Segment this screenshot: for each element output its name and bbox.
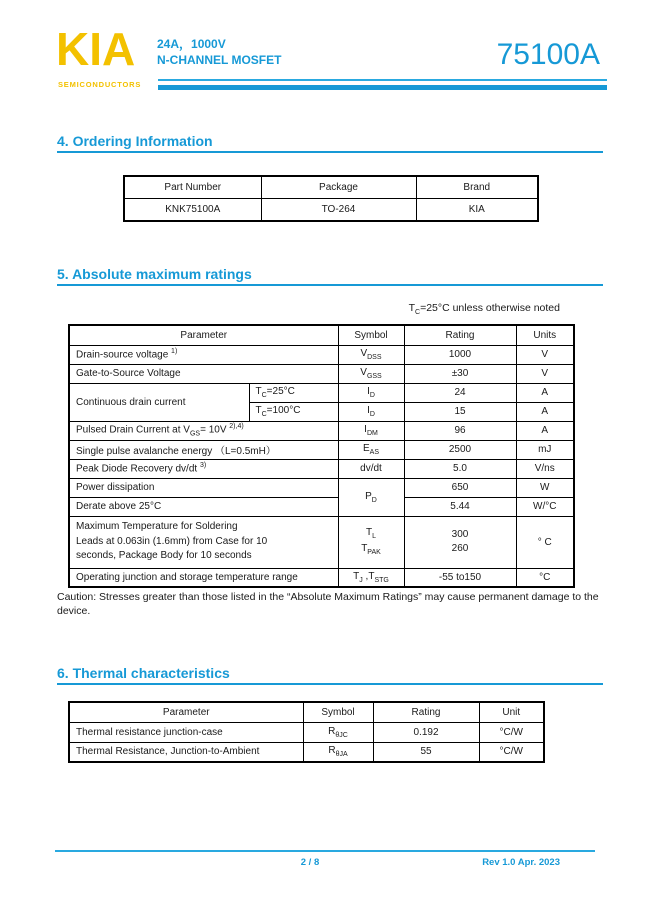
idm-parameter <box>69 421 338 440</box>
soldering-sym-tl <box>339 526 404 542</box>
pd-parameter: Power dissipation <box>69 478 338 497</box>
page-number: 2 / 8 <box>300 857 320 868</box>
ordering-col-brand: Brand <box>416 176 538 198</box>
idm-unit: A <box>516 421 574 440</box>
id-unit-25: A <box>516 383 574 402</box>
ordering-data-row <box>124 198 538 221</box>
soldering-unit: ° C <box>516 516 574 568</box>
rthja-parameter: Thermal Resistance, Junction-to-Ambient <box>69 742 303 762</box>
sym-base: T <box>368 570 375 582</box>
sym-base: R <box>328 745 336 757</box>
section-thermal-heading <box>57 665 230 681</box>
soldering-line3: seconds, Package Body for 10 seconds <box>76 550 252 562</box>
vdss-param-text: Drain-source voltage <box>76 349 172 361</box>
vdss-rating: 1000 <box>404 345 516 364</box>
sym-sub: D <box>371 496 377 504</box>
note-post: =25°C unless otherwise noted <box>420 302 560 314</box>
row-id-25 <box>69 383 574 402</box>
ordering-table <box>123 175 539 222</box>
vdss-symbol <box>338 345 404 364</box>
idm-symbol <box>338 421 404 440</box>
id-parameter: Continuous drain current <box>69 383 249 421</box>
rthjc-rating: 0.192 <box>373 722 479 742</box>
tjtstg-symbol <box>338 568 404 587</box>
abs-max-table <box>68 324 575 588</box>
sym-sub: θJC <box>335 731 348 739</box>
row-vdss <box>69 345 574 364</box>
eas-rating: 2500 <box>404 440 516 459</box>
idm-rating: 96 <box>404 421 516 440</box>
section-thermal-underline <box>57 683 603 685</box>
param-pre: Pulsed Drain Current at V <box>76 424 190 436</box>
thermal-col-parameter: Parameter <box>69 702 303 722</box>
param-post: = 10V <box>200 424 230 436</box>
section-ordering-heading <box>57 133 213 149</box>
sym-sub: PAK <box>367 549 381 556</box>
tjtstg-rating: -55 to150 <box>404 568 516 587</box>
eas-symbol <box>338 440 404 459</box>
tjtstg-unit: °C <box>516 568 574 587</box>
sym-base: V <box>360 367 367 378</box>
section-ordering-underline <box>57 151 603 153</box>
tjtstg-parameter: Operating junction and storage temperature range <box>69 568 338 587</box>
sym-sub: DSS <box>367 354 382 361</box>
sym-base: I <box>364 424 367 435</box>
dvdt-unit: V/ns <box>516 459 574 478</box>
thermal-header-row <box>69 702 544 722</box>
sym-base: I <box>367 386 370 397</box>
ordering-brand: KIA <box>416 198 538 221</box>
pd-rating: 650 <box>404 478 516 497</box>
vdss-footnote: 1) <box>171 348 178 356</box>
sym-base: I <box>367 405 370 416</box>
id-rating-100: 15 <box>404 402 516 421</box>
row-vgss <box>69 364 574 383</box>
thermal-col-rating: Rating <box>373 702 479 722</box>
absmax-col-symbol: Symbol <box>338 325 404 345</box>
rthja-symbol <box>303 742 373 762</box>
rthja-unit: °C/W <box>479 742 544 762</box>
dvdt-parameter <box>69 459 338 478</box>
vgss-parameter: Gate-to-Source Voltage <box>69 364 338 383</box>
soldering-sym-tpak <box>339 542 404 558</box>
idm-footnote: 2),4) <box>229 423 244 431</box>
sym-base: V <box>360 348 368 359</box>
row-tjtstg <box>69 568 574 587</box>
part-number-title: 75100A <box>496 38 600 71</box>
rthja-rating: 55 <box>373 742 479 762</box>
id-cond-25 <box>249 383 338 402</box>
header-rule-thin <box>158 79 607 81</box>
vgss-unit: V <box>516 364 574 383</box>
vgss-symbol <box>338 364 404 383</box>
ordering-header-row <box>124 176 538 198</box>
thermal-table <box>68 701 545 763</box>
sym-sub: J <box>359 576 363 584</box>
soldering-rating-260: 260 <box>451 543 469 554</box>
derate-rating: 5.44 <box>404 497 516 516</box>
sym-sep: , <box>362 570 369 582</box>
ordering-part-number: KNK75100A <box>124 198 261 221</box>
id-symbol-100 <box>338 402 404 421</box>
id-unit-100: A <box>516 402 574 421</box>
sym-base: R <box>328 725 336 737</box>
row-idm <box>69 421 574 440</box>
sym-base: T <box>361 543 368 554</box>
soldering-line2: Leads at 0.063in (1.6mm) from Case for 10 <box>76 535 268 547</box>
logo-subtitle: SEMICONDUCTORS <box>58 80 142 89</box>
cond-sub: C <box>261 392 267 399</box>
vdss-parameter <box>69 345 338 364</box>
pd-symbol <box>338 478 404 516</box>
id-rating-25: 24 <box>404 383 516 402</box>
sym-sub: STG <box>374 576 389 584</box>
note-sub: C <box>415 309 421 317</box>
rthjc-parameter: Thermal resistance junction-case <box>69 722 303 742</box>
section-title: Absolute maximum ratings <box>72 266 252 282</box>
dvdt-footnote: 3) <box>199 462 207 470</box>
kia-logo: KIA <box>56 23 136 75</box>
row-rthja <box>69 742 544 762</box>
device-spec-line2: N-CHANNEL MOSFET <box>157 53 282 67</box>
soldering-rating <box>404 516 516 568</box>
cond-pre: T <box>255 405 262 416</box>
section-number: 4. <box>57 133 69 149</box>
row-rthjc <box>69 722 544 742</box>
param-sub: GS <box>189 430 201 438</box>
footer-rule <box>55 850 595 852</box>
sym-base: T <box>353 570 360 582</box>
thermal-col-unit: Unit <box>479 702 544 722</box>
derate-unit: W/°C <box>516 497 574 516</box>
header-rule-thick <box>158 85 607 90</box>
cond-post: =100°C <box>266 405 301 416</box>
absmax-col-parameter: Parameter <box>69 325 338 345</box>
soldering-symbol <box>338 516 404 568</box>
section-absmax-underline <box>57 284 603 286</box>
ordering-col-part-number: Part Number <box>124 176 261 198</box>
soldering-parameter <box>69 516 338 568</box>
caution-note: Caution: Stresses greater than those listed in the “Absolute Maximum Ratings” may cause permanent damage to the device. <box>57 591 599 618</box>
derate-parameter: Derate above 25°C <box>69 497 338 516</box>
device-spec-line1: 24A，1000V <box>157 37 226 51</box>
sym-sub: θJA <box>335 751 348 759</box>
absmax-col-units: Units <box>516 325 574 345</box>
row-soldering <box>69 516 574 568</box>
sym-sub: D <box>369 392 375 399</box>
dvdt-symbol: dv/dt <box>338 459 404 478</box>
revision-label: Rev 1.0 Apr. 2023 <box>482 857 560 868</box>
section-number: 5. <box>57 266 69 282</box>
note-pre: T <box>408 302 416 314</box>
section-number: 6. <box>57 665 69 681</box>
param-text: Peak Diode Recovery dv/dt <box>76 463 200 475</box>
eas-parameter: Single pulse avalanche energy （L=0.5mH） <box>69 440 338 459</box>
pd-unit: W <box>516 478 574 497</box>
cond-pre: T <box>255 386 262 397</box>
vgss-rating: ±30 <box>404 364 516 383</box>
sym-sub: D <box>369 411 375 418</box>
soldering-rating-300: 300 <box>451 528 469 540</box>
row-pd <box>69 478 574 497</box>
thermal-col-symbol: Symbol <box>303 702 373 722</box>
sym-base: E <box>362 443 370 454</box>
section-title: Ordering Information <box>72 133 213 149</box>
rthjc-unit: °C/W <box>479 722 544 742</box>
absmax-col-rating: Rating <box>404 325 516 345</box>
sym-base: T <box>365 526 373 538</box>
dvdt-rating: 5.0 <box>404 459 516 478</box>
section-title: Thermal characteristics <box>72 665 230 681</box>
abs-max-header-row <box>69 325 574 345</box>
ordering-package: TO-264 <box>261 198 416 221</box>
row-dvdt <box>69 459 574 478</box>
cond-sub: C <box>261 411 267 418</box>
rthjc-symbol <box>303 722 373 742</box>
sym-base: P <box>365 490 372 502</box>
sym-sub: GSS <box>366 373 382 380</box>
id-cond-100 <box>249 402 338 421</box>
sym-sub: L <box>372 532 376 540</box>
soldering-line1: Maximum Temperature for Soldering <box>76 521 238 533</box>
id-symbol-25 <box>338 383 404 402</box>
cond-post: =25°C <box>266 386 295 397</box>
vdss-unit: V <box>516 345 574 364</box>
ordering-col-package: Package <box>261 176 416 198</box>
section-absmax-heading <box>57 266 252 282</box>
sym-sub: DM <box>366 430 378 437</box>
conditions-note <box>0 302 560 316</box>
eas-unit: mJ <box>516 440 574 459</box>
row-derate <box>69 497 574 516</box>
sym-sub: AS <box>369 449 379 456</box>
row-eas <box>69 440 574 459</box>
